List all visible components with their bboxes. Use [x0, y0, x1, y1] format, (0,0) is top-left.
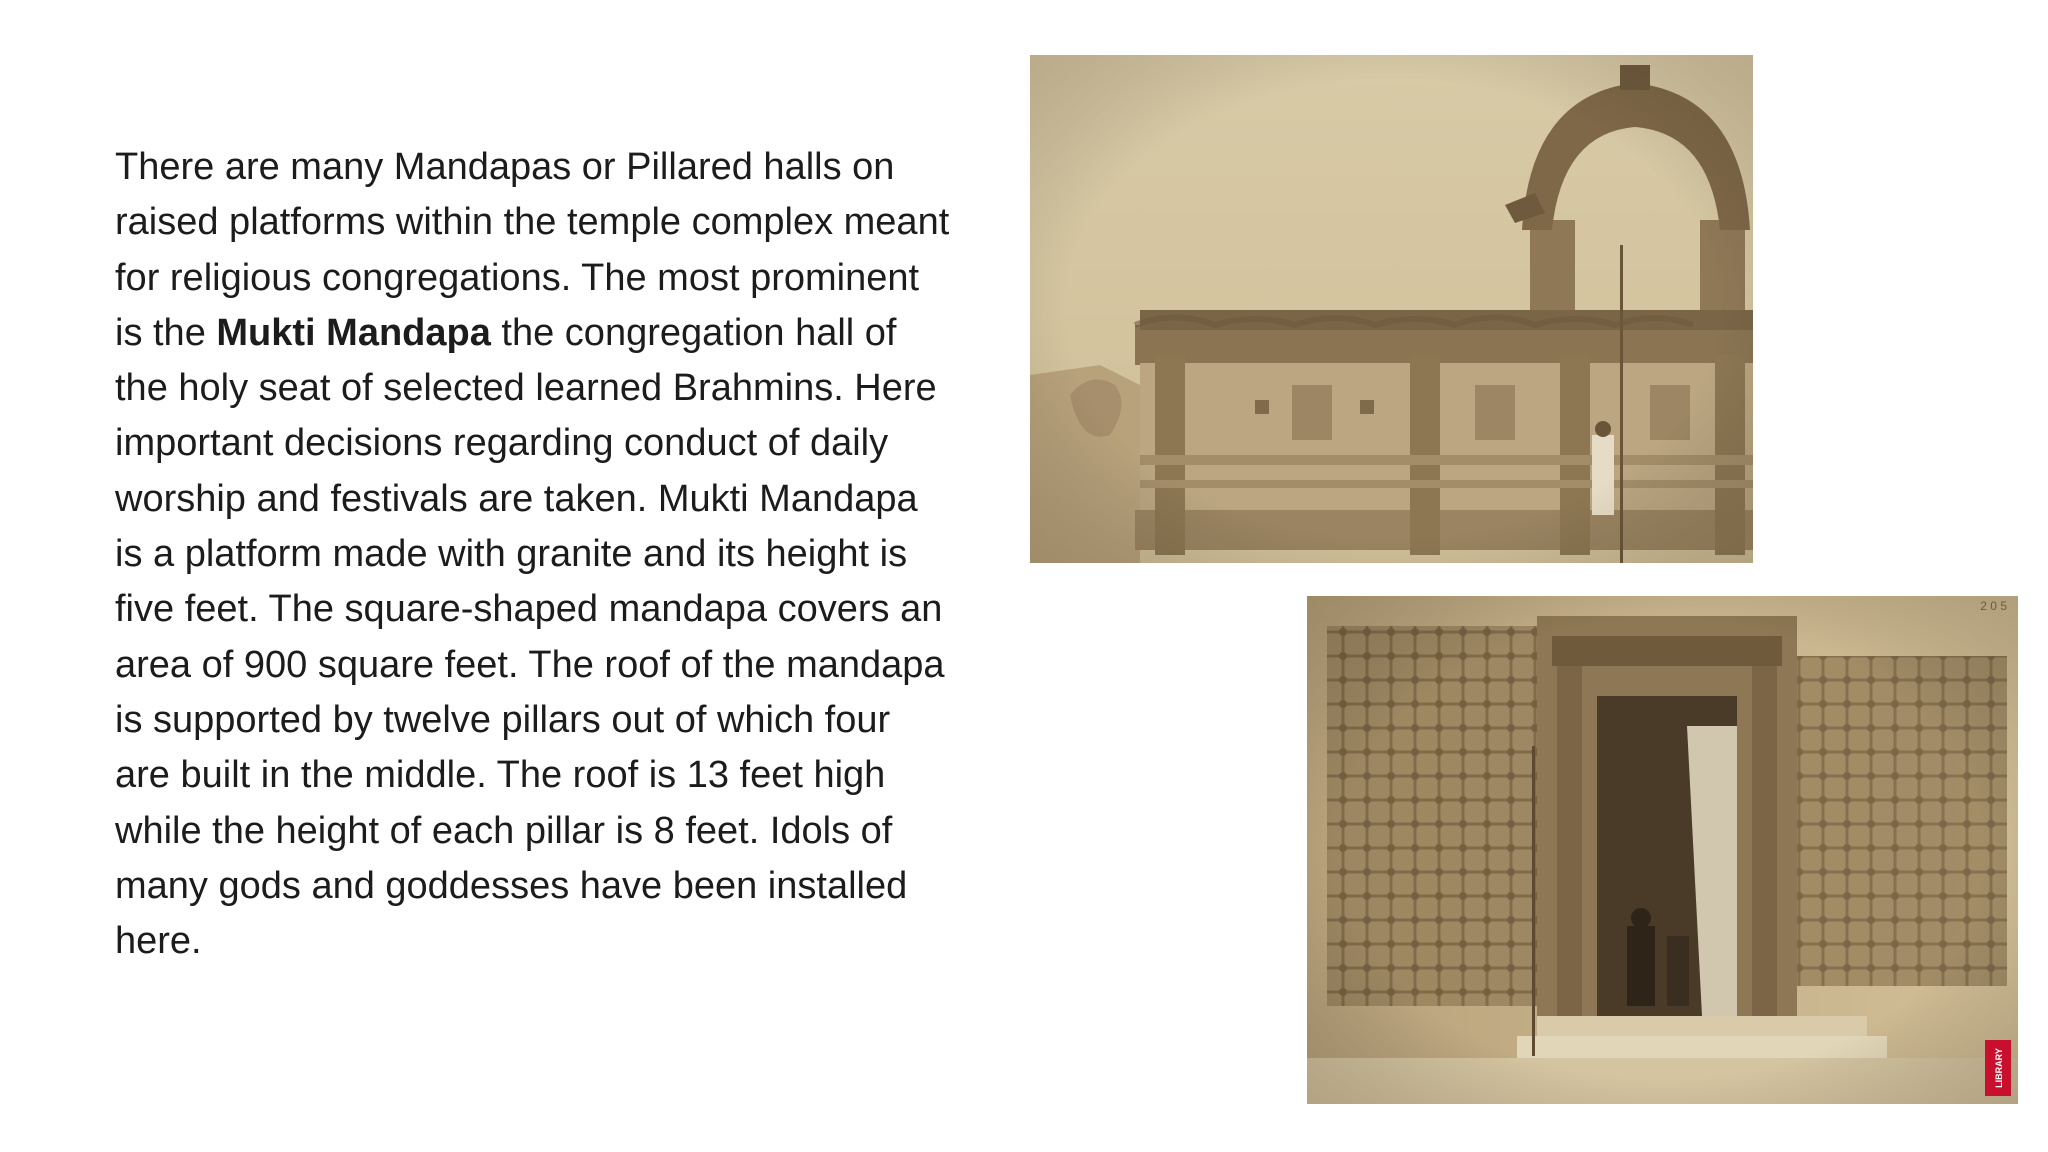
text-line: worship and festivals are taken. Mukti Mandapa [115, 477, 918, 520]
text-line: while the height of each pillar is 8 feet. Idols of [115, 809, 893, 852]
temple-doorway-photo [1307, 596, 2018, 1104]
mukti-mandapa-bold: Mukti Mandapa [216, 311, 491, 354]
mandapa-archway-photo [1030, 55, 1753, 563]
body-paragraph [115, 140, 1015, 969]
text-line: area of 900 square feet. The roof of the mandapa [115, 643, 945, 686]
plate-number: 2 0 5 [1980, 599, 2007, 613]
text-line-suffix: the congregation hall of [501, 311, 897, 354]
mandapa-archway-photo-icon [1030, 55, 1753, 563]
library-stamp-label: LIBRARY [1994, 1048, 2004, 1088]
text-line: There are many Mandapas or Pillared halls on [115, 146, 895, 188]
text-line: raised platforms within the temple complex meant [115, 201, 950, 244]
text-line [115, 306, 1015, 361]
text-line: the holy seat of selected learned Brahmins. Here [115, 367, 937, 410]
text-line: five feet. The square-shaped mandapa covers an [115, 588, 943, 631]
text-line: important decisions regarding conduct of daily [115, 422, 889, 465]
text-line: are built in the middle. The roof is 13 feet high [115, 754, 886, 797]
text-line-prefix: is the [115, 311, 206, 354]
text-line: is supported by twelve pillars out of which four [115, 698, 891, 741]
text-line: is a platform made with granite and its height is [115, 533, 908, 576]
text-line: many gods and goddesses have been installed [115, 864, 908, 907]
text-line: for religious congregations. The most prominent [115, 256, 920, 299]
temple-doorway-photo-icon [1307, 596, 2018, 1104]
text-line: here. [115, 920, 202, 963]
